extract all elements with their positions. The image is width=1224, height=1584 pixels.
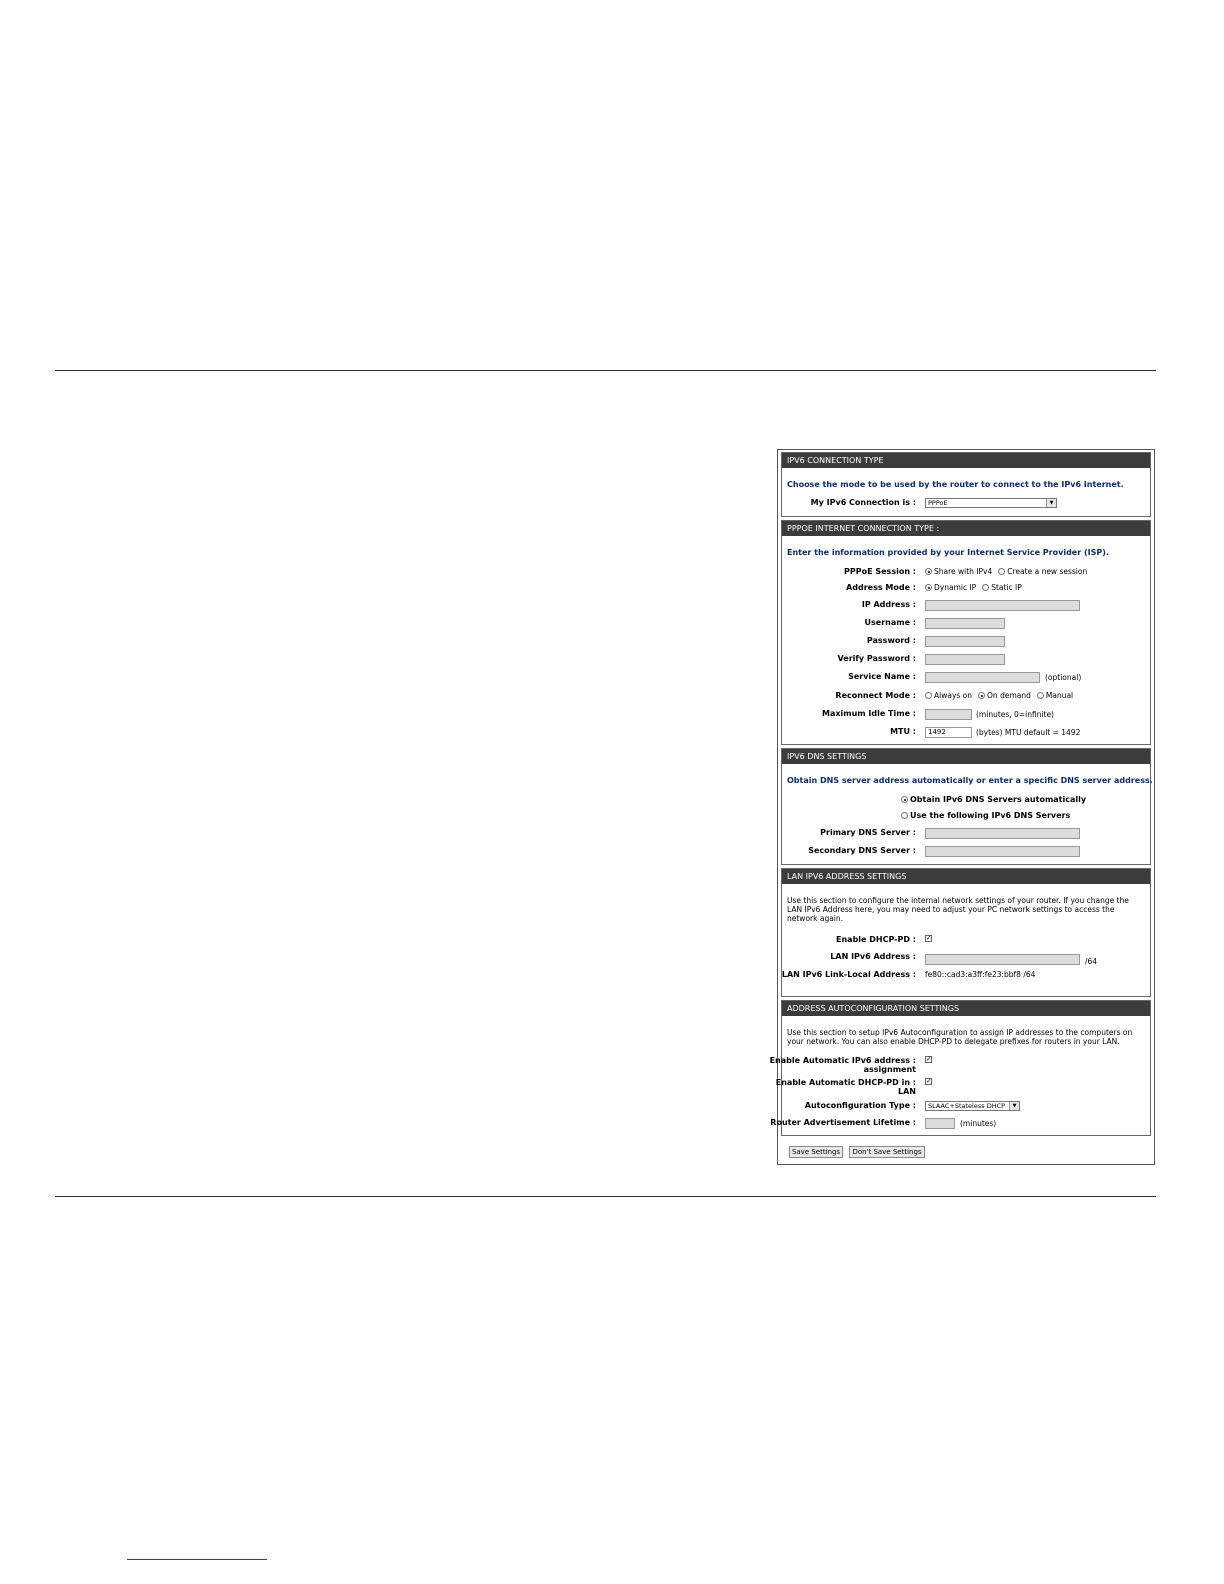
always-on-label: Always on: [934, 691, 973, 700]
password-input[interactable]: [925, 636, 1005, 647]
static-ip-label: Static IP: [991, 583, 1022, 592]
dns-auto-radio[interactable]: [901, 796, 908, 803]
section-header: IPV6 DNS SETTINGS: [782, 749, 1150, 764]
service-name-label: Service Name :: [848, 672, 916, 681]
section-intro: Obtain DNS server address automatically or enter a specific DNS server address.: [787, 776, 1153, 785]
auto-ipv6-assignment-row: [769, 1055, 1150, 1076]
enable-dhcp-pd-row: [782, 935, 1150, 949]
link-local-value: fe80::cad3:a3ff:fe23:bbf8 /64: [925, 970, 1036, 979]
section-header: IPV6 CONNECTION TYPE: [782, 453, 1150, 468]
password-row: [782, 636, 1150, 650]
on-demand-label: On demand: [987, 691, 1031, 700]
secondary-dns-row: [782, 846, 1150, 860]
ip-address-input[interactable]: [925, 600, 1080, 611]
mtu-note: (bytes) MTU default = 1492: [976, 728, 1081, 737]
dns-manual-row: [782, 811, 1150, 825]
auto-dhcp-pd-label: Enable Automatic DHCP-PD in :: [775, 1078, 916, 1087]
ra-lifetime-note: (minutes): [960, 1119, 997, 1128]
auto-ipv6-assignment-checkbox[interactable]: [925, 1056, 932, 1063]
username-label: Username :: [864, 618, 916, 627]
ra-lifetime-row: [770, 1118, 1150, 1132]
ipv6-connection-type-section: [781, 452, 1151, 517]
enable-dhcp-pd-checkbox[interactable]: [925, 935, 932, 942]
lan-ipv6-address-row: [782, 952, 1150, 966]
dns-manual-label: Use the following IPv6 DNS Servers: [910, 811, 1071, 820]
link-local-label: LAN IPv6 Link-Local Address :: [781, 970, 916, 979]
lan-ipv6-address-suffix: /64: [1085, 957, 1098, 966]
ra-lifetime-input[interactable]: [925, 1118, 955, 1129]
create-new-session-label: Create a new session: [1007, 567, 1088, 576]
section-intro: Enter the information provided by your Internet Service Provider (ISP).: [787, 548, 1109, 557]
pppoe-session-label: PPPoE Session :: [844, 567, 916, 576]
checkmark-icon: ✓: [926, 1077, 932, 1085]
checkmark-icon: ✓: [926, 934, 932, 942]
username-row: [782, 618, 1150, 632]
auto-ipv6-assignment-label-cont: assignment: [863, 1065, 916, 1074]
mtu-input[interactable]: 1492: [925, 727, 972, 738]
password-label: Password :: [866, 636, 916, 645]
always-on-radio[interactable]: [925, 692, 932, 699]
section-intro: Choose the mode to be used by the router to connect to the IPv6 Internet.: [787, 480, 1124, 489]
manual-label: Manual: [1045, 691, 1074, 700]
address-autoconfiguration-section: [769, 1000, 1151, 1136]
address-mode-label: Address Mode :: [846, 583, 916, 592]
section-header: ADDRESS AUTOCONFIGURATION SETTINGS: [782, 1001, 1150, 1016]
service-name-input[interactable]: [925, 672, 1040, 683]
auto-dhcp-pd-label-cont: LAN: [898, 1087, 916, 1096]
create-new-session-radio[interactable]: [998, 568, 1005, 575]
dynamic-ip-label: Dynamic IP: [934, 583, 977, 592]
checkmark-icon: ✓: [926, 1055, 932, 1063]
connection-type-label: My IPv6 Connection is :: [810, 498, 916, 507]
autoconfiguration-type-label: Autoconfiguration Type :: [804, 1101, 916, 1110]
verify-password-row: [782, 654, 1150, 668]
reconnect-mode-label: Reconnect Mode :: [835, 691, 916, 700]
connection-type-value: PPPoE: [928, 499, 948, 507]
dns-auto-label: Obtain IPv6 DNS Servers automatically: [910, 795, 1087, 804]
pppoe-section: [781, 520, 1151, 745]
auto-dhcp-pd-row: [775, 1077, 1150, 1098]
connection-type-row: [782, 498, 1150, 512]
reconnect-mode-row: [782, 691, 1150, 705]
share-with-ipv4-label: Share with IPv4: [934, 567, 993, 576]
mtu-row: [782, 727, 1150, 741]
mtu-label: MTU :: [890, 727, 916, 736]
pppoe-session-row: [782, 567, 1150, 581]
bottom-divider: [55, 1196, 1156, 1197]
secondary-dns-input[interactable]: [925, 846, 1080, 857]
ra-lifetime-label: Router Advertisement Lifetime :: [770, 1118, 916, 1127]
chevron-down-icon[interactable]: ▼: [1046, 499, 1056, 507]
auto-ipv6-assignment-label: Enable Automatic IPv6 address :: [769, 1056, 916, 1065]
dont-save-settings-button[interactable]: Don't Save Settings: [849, 1146, 925, 1158]
section-header: PPPOE INTERNET CONNECTION TYPE :: [782, 521, 1150, 536]
dns-manual-radio[interactable]: [901, 812, 908, 819]
ipv6-dns-section: [781, 748, 1151, 865]
primary-dns-row: [782, 828, 1150, 842]
chevron-down-icon[interactable]: ▼: [1009, 1102, 1019, 1110]
section-header: LAN IPV6 ADDRESS SETTINGS: [782, 869, 1150, 884]
max-idle-time-input[interactable]: [925, 709, 972, 720]
autoconfiguration-type-select[interactable]: [925, 1101, 1020, 1111]
top-divider: [55, 370, 1156, 371]
primary-dns-label: Primary DNS Server :: [820, 828, 916, 837]
secondary-dns-label: Secondary DNS Server :: [808, 846, 916, 855]
autoconfiguration-type-value: SLAAC+Stateless DHCP: [928, 1102, 1006, 1110]
ip-address-row: [782, 600, 1150, 614]
dynamic-ip-radio[interactable]: [925, 584, 932, 591]
primary-dns-input[interactable]: [925, 828, 1080, 839]
verify-password-label: Verify Password :: [837, 654, 916, 663]
section-description: Use this section to configure the internal network settings of your router. If you change the LAN IPv6 Address here, you may need to adjust your PC network settings to access the network again.: [787, 896, 1129, 923]
footer-link-underline: [127, 1559, 267, 1560]
lan-ipv6-section: [781, 868, 1151, 997]
dns-auto-row: [782, 795, 1150, 809]
username-input[interactable]: [925, 618, 1005, 629]
ipv6-settings-panel: [769, 449, 1155, 1165]
service-name-row: [782, 672, 1150, 686]
save-settings-button[interactable]: Save Settings: [789, 1146, 843, 1158]
max-idle-time-note: (minutes, 0=infinite): [976, 710, 1054, 719]
lan-ipv6-address-input[interactable]: [925, 954, 1080, 965]
link-local-row: [782, 970, 1150, 984]
share-with-ipv4-radio[interactable]: [925, 568, 932, 575]
manual-radio[interactable]: [1037, 692, 1044, 699]
enable-dhcp-pd-label: Enable DHCP-PD :: [836, 935, 916, 944]
on-demand-radio[interactable]: [978, 692, 985, 699]
lan-ipv6-address-label: LAN IPv6 Address :: [830, 952, 916, 961]
service-name-note: (optional): [1045, 673, 1082, 682]
max-idle-time-row: [782, 709, 1150, 723]
max-idle-time-label: Maximum Idle Time :: [821, 709, 916, 718]
ip-address-label: IP Address :: [861, 600, 916, 609]
address-mode-row: [782, 583, 1150, 597]
connection-type-select[interactable]: [925, 498, 1057, 508]
static-ip-radio[interactable]: [982, 584, 989, 591]
auto-dhcp-pd-checkbox[interactable]: [925, 1078, 932, 1085]
autoconfiguration-type-row: [782, 1101, 1150, 1115]
verify-password-input[interactable]: [925, 654, 1005, 665]
section-description: Use this section to setup IPv6 Autoconfiguration to assign IP addresses to the computers on your network. You can also enable DHCP-PD to delegate prefixes for routers in your LAN.: [787, 1028, 1133, 1046]
